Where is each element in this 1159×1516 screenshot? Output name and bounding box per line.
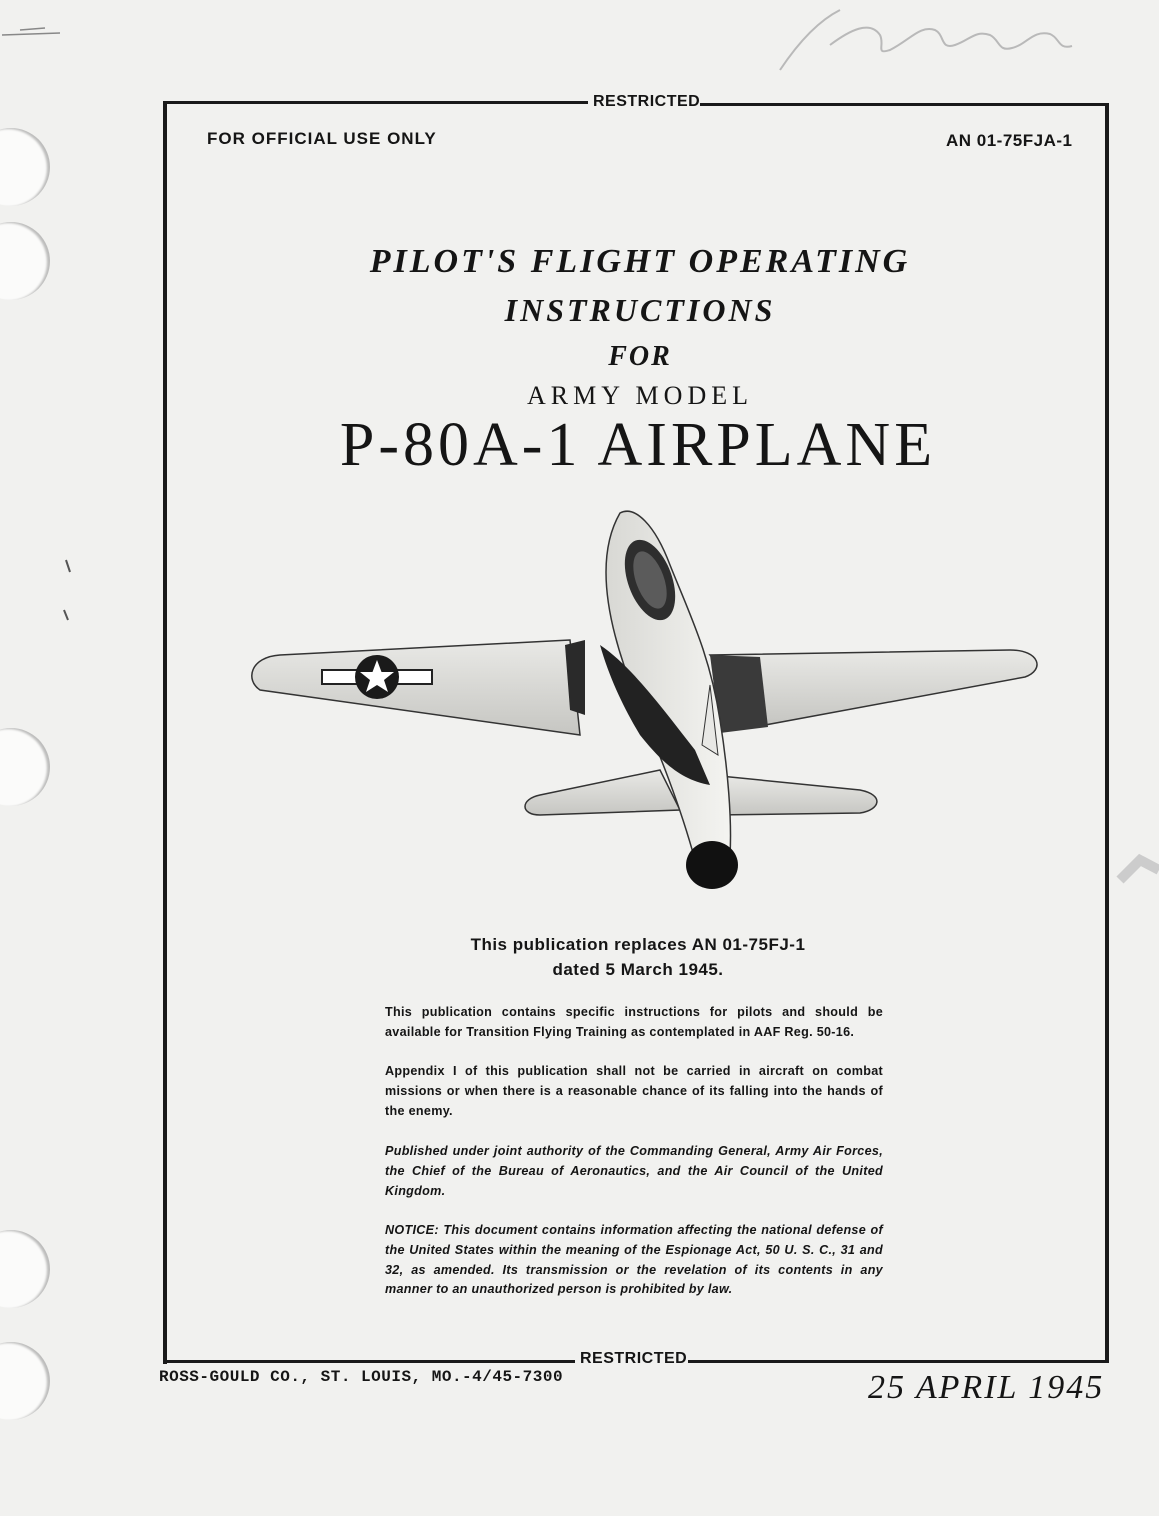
paragraph-authority: Published under joint authority of the Commanding General, Army Air Forces, the Chief of the Bureau of Aeronautics, and the Air Council of the United Kingdom. xyxy=(385,1144,883,1198)
replacement-notice xyxy=(0,932,1159,982)
replacement-line-1: This publication replaces AN 01-75FJ-1 xyxy=(470,935,806,954)
title-line-2: INSTRUCTIONS xyxy=(504,292,776,328)
paragraph-purpose: This publication contains specific instructions for pilots and should be available for Transition Flying Training as contemplated in AAF Reg. 50-16. xyxy=(385,1005,883,1039)
title-line-3: FOR xyxy=(608,341,672,372)
restricted-label-top: RESTRICTED xyxy=(593,93,701,110)
title-line-5: P-80A-1 AIRPLANE xyxy=(339,411,937,479)
printer-imprint: ROSS-GOULD CO., ST. LOUIS, MO.-4/45-7300 xyxy=(159,1368,564,1386)
official-use-label: FOR OFFICIAL USE ONLY xyxy=(207,129,437,148)
airplane-photo xyxy=(240,505,1050,900)
paragraph-notice: NOTICE: This document contains information affecting the national defense of the United States within the meaning of the Espionage Act, 50 U. S. C., 31 and 32, as amended. Its transmission or the revelation of its contents in any manner to an unauthorized person is prohibited by law. xyxy=(385,1223,883,1297)
paragraph-appendix: Appendix I of this publication shall not be carried in aircraft on combat missions or when there is a reasonable chance of its falling into the hands of the enemy. xyxy=(385,1064,883,1118)
frame-top-right xyxy=(700,103,1109,106)
frame-top-left xyxy=(163,101,588,104)
frame-bottom-right xyxy=(688,1360,1109,1363)
restricted-label-bottom: RESTRICTED xyxy=(580,1350,688,1367)
replacement-line-2: dated 5 March 1945. xyxy=(552,960,724,979)
title-line-1: PILOT'S FLIGHT OPERATING xyxy=(369,243,911,280)
frame-bottom-left xyxy=(163,1360,575,1363)
publication-date: 25 APRIL 1945 xyxy=(868,1369,1105,1406)
document-number: AN 01-75FJA-1 xyxy=(946,131,1073,150)
title-line-4: ARMY MODEL xyxy=(527,381,753,410)
